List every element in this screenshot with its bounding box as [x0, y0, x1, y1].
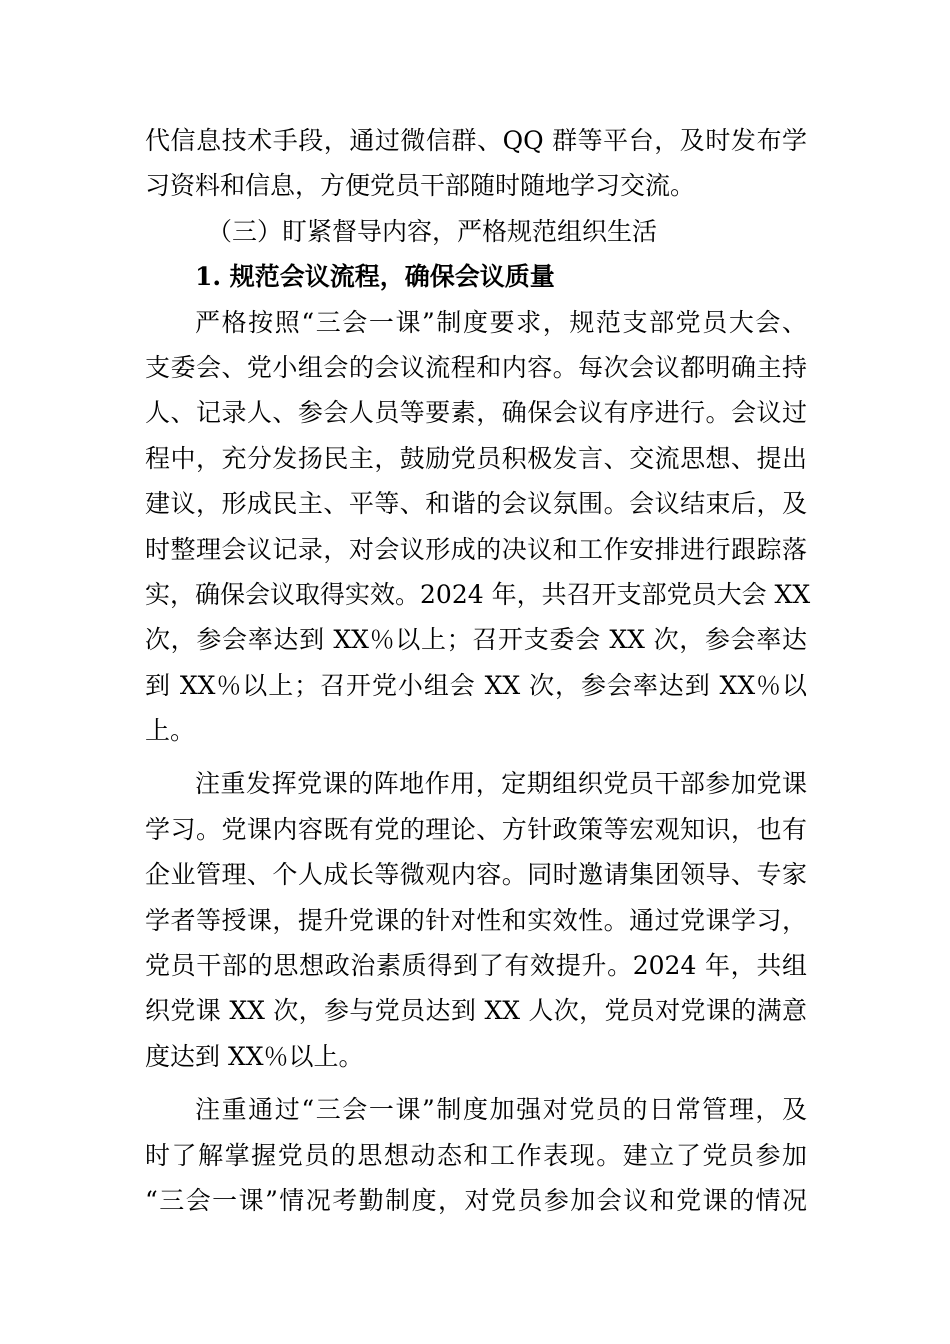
- text-line: 上。: [145, 716, 196, 746]
- text-line: 度达到 XX％以上。: [145, 1041, 364, 1071]
- text-line: 人、记录人、参会人员等要素，确保会议有序进行。会议过: [145, 398, 807, 428]
- text-line: “三会一课”情况考勤制度，对党员参加会议和党课的情况: [145, 1185, 807, 1215]
- text-line: 党员干部的思想政治素质得到了有效提升。2024 年，共组: [145, 951, 807, 981]
- text-line: 程中，充分发扬民主，鼓励党员积极发言、交流思想、提出: [145, 443, 807, 473]
- section-heading: （三）盯紧督导内容，严格规范组织生活: [207, 216, 658, 246]
- text-line: 时整理会议记录，对会议形成的决议和工作安排进行跟踪落: [145, 534, 807, 564]
- text-line: 严格按照“三会一课”制度要求，规范支部党员大会、: [195, 307, 807, 337]
- paragraph-meetings: [145, 300, 811, 754]
- text-line: 次，参会率达到 XX％以上；召开支委会 XX 次，参会率达: [145, 625, 807, 655]
- opening-paragraph: [145, 118, 807, 209]
- text-line: 企业管理、个人成长等微观内容。同时邀请集团领导、专家: [145, 860, 807, 890]
- text-line: 时了解掌握党员的思想动态和工作表现。建立了党员参加: [145, 1140, 807, 1170]
- text-line: 织党课 XX 次，参与党员达到 XX 人次，党员对党课的满意: [145, 996, 807, 1026]
- text-line: 实，确保会议取得实效。2024 年，共召开支部党员大会 XX: [145, 579, 811, 609]
- paragraph-lectures: [145, 761, 807, 1079]
- text-line: 代信息技术手段，通过微信群、QQ 群等平台，及时发布学: [145, 126, 807, 155]
- text-line: 注重通过“三会一课”制度加强对党员的日常管理，及: [195, 1095, 807, 1125]
- paragraph-management: [145, 1087, 807, 1223]
- text-line: 学习。党课内容既有党的理论、方针政策等宏观知识，也有: [145, 814, 807, 844]
- text-line: 注重发挥党课的阵地作用，定期组织党员干部参加党课: [195, 769, 807, 799]
- text-line: 建议，形成民主、平等、和谐的会议氛围。会议结束后，及: [145, 489, 807, 519]
- document-page: [145, 118, 811, 1223]
- text-line: 到 XX％以上；召开党小组会 XX 次，参会率达到 XX％以: [145, 670, 807, 700]
- subheading: 1. 规范会议流程，确保会议质量: [195, 262, 555, 292]
- text-line: 支委会、党小组会的会议流程和内容。每次会议都明确主持: [145, 352, 807, 382]
- text-line: 学者等授课，提升党课的针对性和实效性。通过党课学习，: [145, 905, 807, 935]
- text-line: 习资料和信息，方便党员干部随时随地学习交流。: [145, 171, 696, 201]
